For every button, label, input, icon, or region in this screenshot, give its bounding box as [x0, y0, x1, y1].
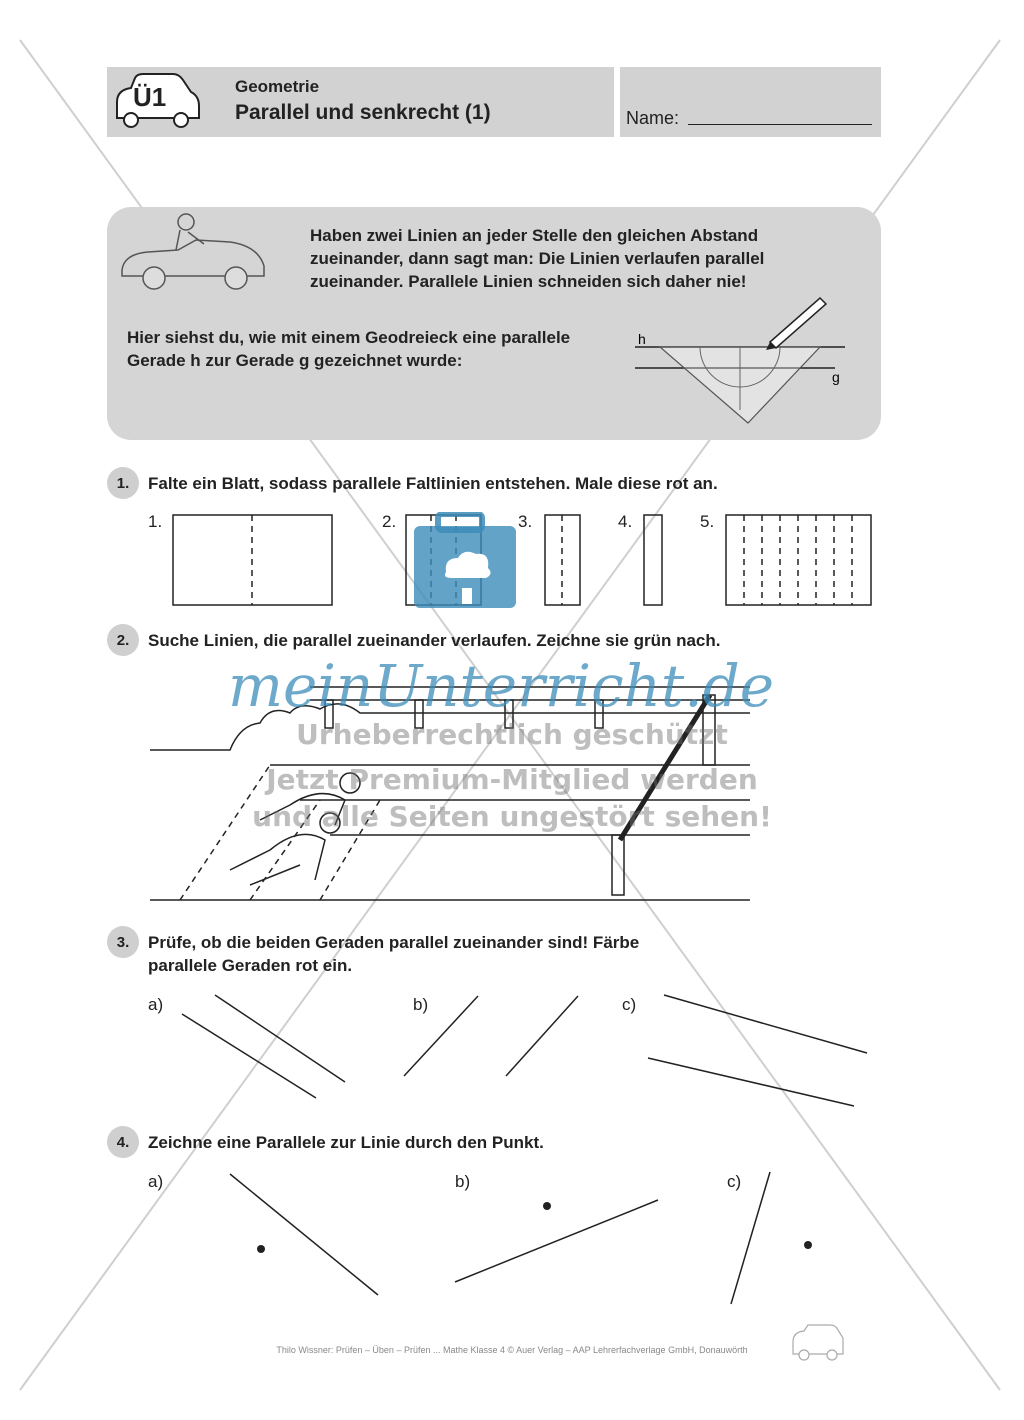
pencil-icon: [770, 298, 826, 348]
line-4b[interactable]: [455, 1200, 658, 1282]
convertible-car-icon: [118, 210, 278, 300]
task-4-item-label: b): [455, 1172, 471, 1191]
line-g-label: g: [832, 369, 840, 385]
name-field[interactable]: [688, 124, 872, 125]
task-4-lines[interactable]: [0, 1160, 1024, 1310]
task-1-item-label: 1.: [148, 512, 163, 531]
line-b2[interactable]: [506, 996, 578, 1076]
watermark-line: Urheberrechtlich geschützt: [296, 718, 728, 751]
task-4-text: Zeichne eine Parallele zur Linie durch den Punkt.: [148, 1133, 544, 1152]
exercise-badge: Ü1: [133, 82, 167, 112]
task-4-item-label: a): [148, 1172, 164, 1191]
paper-4[interactable]: [644, 515, 662, 605]
task-3-text: Prüfe, ob die beiden Geraden parallel zueinander sind! Färbe parallele Geraden rot ein.: [148, 933, 640, 975]
line-a1[interactable]: [215, 995, 345, 1082]
point-4b[interactable]: [543, 1202, 551, 1210]
line-a2[interactable]: [182, 1014, 316, 1098]
task-3-item-label: a): [148, 995, 164, 1014]
task-3-lines[interactable]: [0, 980, 1024, 1120]
geodreieck-diagram: [630, 290, 850, 430]
footer-credit: Thilo Wissner: Prüfen – Üben – Prüfen ... Mathe Klasse 4 © Auer Verlag – AAP Lehrerfachverlage GmbH, Donauwörth: [276, 1345, 748, 1355]
task-number: 3.: [107, 926, 139, 958]
task-number: 4.: [107, 1126, 139, 1158]
task-3-item-label: b): [413, 995, 429, 1014]
name-label: Name:: [626, 108, 680, 128]
task-1-item-label: 2.: [382, 512, 397, 531]
line-c2[interactable]: [648, 1058, 854, 1106]
watermark-line: und alle Seiten ungestört sehen!: [252, 800, 772, 833]
brand-watermark: meinUnterricht.de: [228, 652, 775, 720]
line-b1[interactable]: [404, 996, 478, 1076]
task-number: 1.: [107, 467, 139, 499]
task-1-item-label: 4.: [618, 512, 633, 531]
line-4c[interactable]: [731, 1172, 770, 1304]
briefcase-icon: [410, 512, 520, 612]
task-1-text: Falte ein Blatt, sodass parallele Faltlinien entstehen. Male diese rot an.: [148, 474, 718, 493]
task-1-item-label: 3.: [518, 512, 533, 531]
page-title: Parallel und senkrecht (1): [235, 101, 491, 124]
footer-car-icon: [790, 1322, 846, 1364]
task-2-text: Suche Linien, die parallel zueinander verlaufen. Zeichne sie grün nach.: [148, 631, 721, 650]
line-4a[interactable]: [230, 1174, 378, 1295]
point-4c[interactable]: [804, 1241, 812, 1249]
watermark-line: Jetzt Premium-Mitglied werden: [266, 763, 758, 796]
task-number: 2.: [107, 624, 139, 656]
task-4-item-label: c): [727, 1172, 742, 1191]
task-3-item-label: c): [622, 995, 637, 1014]
high-jump-post[interactable]: [612, 835, 624, 895]
info-geodreieck-text: Hier siehst du, wie mit einem Geodreieck eine parallele Gerade h zur Gerade g gezeichnet wurde:: [127, 328, 571, 370]
line-h-label: h: [638, 331, 646, 347]
point-4a[interactable]: [257, 1245, 265, 1253]
info-definition: Haben zwei Linien an jeder Stelle den gleichen Abstand zueinander, dann sagt man: Die Linien verlaufen parallel zueinander. Parallele Linien schneiden sich daher nie!: [310, 226, 765, 291]
subject-label: Geometrie: [235, 77, 320, 96]
line-c1[interactable]: [664, 995, 867, 1053]
task-1-item-label: 5.: [700, 512, 715, 531]
